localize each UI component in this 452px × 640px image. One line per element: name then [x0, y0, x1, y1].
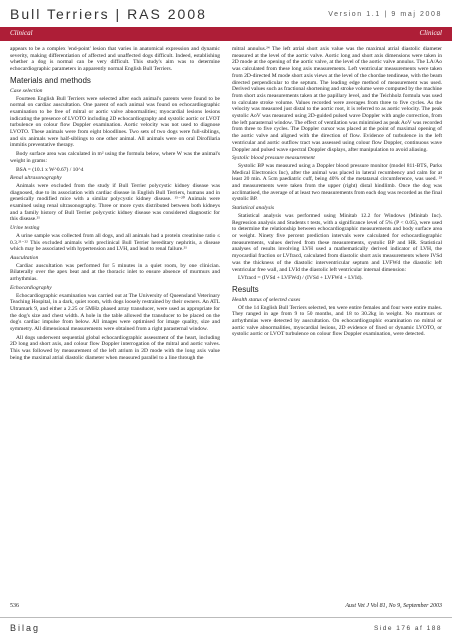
- subsection-heading: Health status of selected cases: [232, 296, 301, 303]
- band-label-right: Clinical: [419, 29, 442, 37]
- page-counter: Side 176 af 188: [373, 625, 442, 632]
- paragraph: Animals were excluded from the study if Bull Terrier polycystic kidney disease was diagnosed, due to its association with cardiac disease in English Bull Terriers, humans and in genetically modified mice with a similar polycystic kidney disease. ¹⁵⁻²⁰ Animals were examined using renal ultrasonography. Three or more cysts distributed between both kidneys and a family history of Bull Terrier polycystic kidney disease was considered diagnostic for this disease.²¹: [10, 182, 220, 223]
- subsection-heading: Echocardiography: [10, 284, 52, 291]
- article-body: [10, 46, 442, 606]
- paragraph: Fourteen English Bull Terriers were selected after each animal's parents were found to be normal on cardiac auscultation. One parent of each animal was found on echocardiographic examination to be free of mitral or aortic valve abnormalities; myocardial lesions lesions indicating the presence of LVOTO including 2D echocardiography and systolic aortic or LVOT turbulence on colour flow Doppler examination. Aortic velocity was not used to diagnose LVOTO. These animals were from eight bloodlines. Two sets of two dogs were full-siblings, and six animals were half-siblings to one other animal. All animals were on oral Dirofilaria immitis preventative therapy.: [10, 95, 220, 149]
- paragraph: All dogs underwent sequential global echocardiographic assessment of the heart, including 2D long and short axis, and colour flow Doppler interrogation of the mitral and aortic valves. This was followed by measurement of the left atrium in 2D mode with the long axis value being the maximal atrial diastolic diameter when measured parallel to a line through the: [10, 334, 220, 361]
- right-column: [232, 46, 442, 606]
- equation: BSA = (10.1 x W^0.67) / 10^4: [16, 166, 84, 173]
- section-heading: Materials and methods: [10, 75, 91, 85]
- subsection-heading: Systolic blood pressure measurement: [232, 155, 315, 162]
- appendix-label: Bilag: [10, 623, 41, 633]
- subsection-heading: Renal ultrasonography: [10, 175, 62, 182]
- equation: LVfracd = (IVSd + LVFWd) / (IVSd + LVFWd + LVId).: [238, 275, 363, 282]
- page-header: [0, 0, 452, 28]
- page-footer: [0, 620, 452, 640]
- subsection-heading: Urine testing: [10, 225, 40, 232]
- divider: [0, 617, 452, 618]
- left-column: [10, 46, 220, 606]
- version-label: Version 1.1 | 9 maj 2008: [328, 11, 442, 18]
- section-heading: Results: [232, 284, 259, 294]
- page-number: 536: [10, 603, 19, 609]
- subsection-heading: Statistical analysis: [232, 205, 275, 212]
- journal-citation: Aust Vet J Vol 81, No 9, September 2003: [345, 603, 442, 609]
- subsection-heading: Case selection: [10, 87, 43, 94]
- document-title: Bull Terriers | RAS 2008: [10, 6, 207, 22]
- band-label-left: Clinical: [10, 29, 33, 37]
- section-band: [0, 27, 452, 41]
- subsection-heading: Auscultation: [10, 254, 39, 261]
- paragraph: Of the 14 English Bull Terriers selected, ten were entire females and four were entire males. They ranged in age from 9 to 50 months, and 18 to 30.2kg in weight. No murmurs or arrhythmias were detected by auscultation. On echocardiographic examination no mitral or aortic valve abnormalities, myocardial lesions, 2D evidence of fixed or dynamic LVOTO, or systolic aortic or LVOT turbulence on colour flow Doppler examination, were detected.: [232, 304, 442, 338]
- paragraph: A urine sample was collected from all dogs, and all animals had a protein creatinine ratio ≤ 0.3.²¹⁻²² This excluded animals with preclinical Bull Terrier hereditary nephritis, a disease which may be associated with hypertension and LVH, and lead to renal failure.²¹: [10, 232, 220, 253]
- paragraph: mitral annulus.²⁴ The left atrial short axis value was the maximal atrial diastolic diameter measured at the level of the aortic valve. Aortic long and short axis dimensions were taken in 2D mode at the opening of the aortic valve, at the level of the aortic valve annulus. The LA/Ao was calculated from these long axis measurements. Left ventricular measurements were taken from 2D-directed M mode short axis views at the level of the chordae tendineae, with the beam directed perpendicular to the septum. The leading edge method of measurement was used. Derived values such as fractional shortening and stroke volume were computed by the machine from short axis measurements taken at the papillary level, and the Teichholz formula was used to calculate stroke volume. Values recorded were averages from three to five cycles. As the velocity was measured just distal to the aortic root, it is referred to as aortic velocity. The peak systolic AoV was measured using 2D-guided pulsed wave Doppler with angle correction, from the left parasternal window. The effect of ventilation was minimised as peak AoV was recorded from three to five cycles. The Doppler cursor was placed at the point of maximal opening of the aortic valve and aligned with the direction of flow. Evidence of turbulence in the left ventricular and aortic outflow tract was assessed using colour flow Doppler, continuous wave Doppler and pulsed wave spectral Doppler displays, after manipulation to avoid aliasing.: [232, 46, 442, 153]
- article-footer: [10, 603, 442, 613]
- paragraph: Echocardiographic examination was carried out at The University of Queensland Veterinary Teaching Hospital, in a dark, quiet room, with dogs loosely restrained by their owners. An ATL Ultramark 9, and either a 2.25 or 5MHz phased array transducer, were used as appropriate for the dog's size and chest width. A hole in the table allowed the transducer to be placed on the dog's cardiac impulse from below. All images were optimised for image quality, size and symmetry. All dimensional measurements were obtained from a right parasternal window.: [10, 292, 220, 333]
- paragraph: Statistical analysis was performed using Minitab 12.2 for Windows (Minitab Inc). Regression analysis and Students t tests, with a significance level of 5% (P < 0.05), were used to determine the relationship between echocardiographic measurements and body surface area or weight. Ninety five percent prediction intervals were calculated for echocardiographic measurements, values derived from these measurements, systolic BP and HR. Statistical analyses of results involving LVH used a mathematically derived indicator of LVH, the myocardial fraction or LVfracd, calculated from diastolic short axis measurements where IVSd was the thickness of the diastolic interventricular septum and LVFWd the diastolic left ventricular free wall, and LVId the diastolic left ventricular internal dimension:: [232, 212, 442, 273]
- paragraph: Systolic BP was measured using a Doppler blood pressure monitor (model 811-BTS, Parks Medical Electronics Inc), after the animal was placed in lateral recumbency and calm for at least 20 min. A 5cm paediatric cuff, being 40% of the metatarsal circumference, was used. ²³ and measurements were taken from the upper (right) distal hindlimb. Once the dog was acclimatised, the average of at least two measurements from each dog was recorded as the final systolic BP.: [232, 162, 442, 203]
- paragraph: Cardiac auscultation was performed for 5 minutes in a quiet room, by one clinician. Bilaterally over the apex beat and at the thoracic inlet to ensure absence of murmurs and arrhythmias.: [10, 262, 220, 283]
- paragraph: appears to be a complex 'end-point' lesion that varies in anatomical expression and dynamic severity, making differentiation of affected and unaffected dogs difficult. Indeed, establishing whether a dog is normal can be very difficult. This study's aim was to determine echocardiographic parameters in apparently normal English Bull Terriers.: [10, 46, 220, 73]
- paragraph: Body surface area was calculated in m² using the formula below, where W was the animal's weight in grams:: [10, 151, 220, 164]
